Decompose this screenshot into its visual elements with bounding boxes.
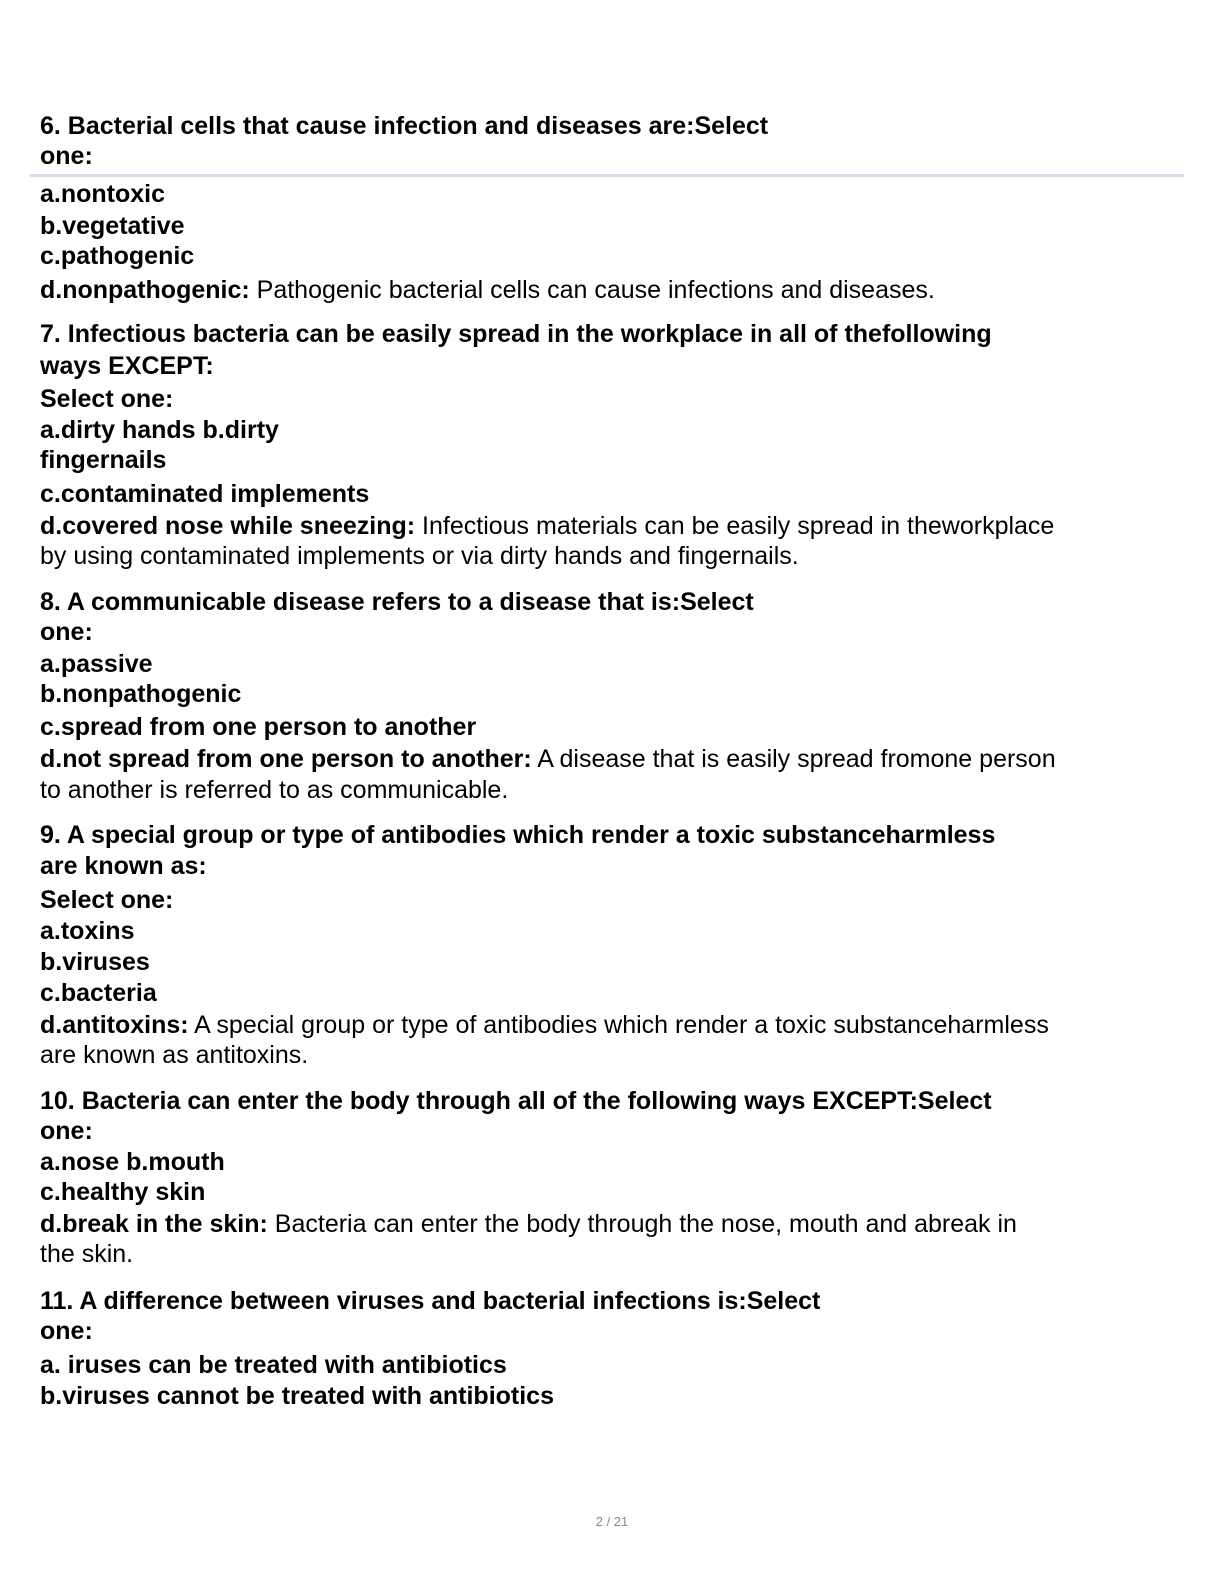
text-line [40,1040,308,1070]
text-line [40,1010,1049,1040]
bold-text: 6. Bacterial cells that cause infection and diseases are:Select [40,112,769,140]
text-line [40,111,768,141]
text-line [40,319,992,349]
answer-explanation: by using contaminated implements or via dirty hands and fingernails. [40,542,799,570]
bold-text: b.nonpathogenic [40,680,242,708]
bold-text: d.antitoxins: [40,1011,189,1039]
divider [30,174,1184,177]
text-line [40,1116,93,1146]
text-line [40,617,93,647]
bold-text: one: [40,1317,93,1345]
bold-text: c.bacteria [40,979,157,1007]
answer-explanation: Pathogenic bacterial cells can cause infections and diseases. [249,276,935,304]
bold-text: 8. A communicable disease refers to a disease that is:Select [40,588,754,616]
text-line [40,744,1056,774]
bold-text: a. iruses can be treated with antibiotics [40,1351,507,1379]
text-line [40,1209,1017,1239]
text-line [40,587,754,617]
answer-explanation: A special group or type of antibodies which render a toxic substanceharmless [188,1011,1049,1039]
text-line [40,775,508,805]
answer-explanation: Bacteria can enter the body through the nose, mouth and abreak in [267,1210,1017,1238]
text-line [40,947,150,977]
answer-explanation: A disease that is easily spread fromone person [531,745,1056,773]
bold-text: one: [40,142,93,170]
text-line [40,1381,554,1411]
text-line [40,1350,507,1380]
text-line [40,141,93,171]
text-line [40,1147,225,1177]
bold-text: a.nontoxic [40,180,166,208]
answer-explanation: are known as antitoxins. [40,1041,309,1069]
bold-text: ways EXCEPT: [40,352,214,380]
text-line [40,851,207,881]
text-line [40,1239,133,1269]
text-line [40,679,241,709]
bold-text: a.nose b.mouth [40,1148,225,1176]
text-line [40,445,166,475]
bold-text: c.healthy skin [40,1178,206,1206]
bold-text: 11. A difference between viruses and bacterial infections is:Select [40,1287,821,1315]
bold-text: d.covered nose while sneezing: [40,512,416,540]
bold-text: one: [40,618,93,646]
bold-text: c.contaminated implements [40,480,370,508]
bold-text: are known as: [40,852,207,880]
bold-text: a.passive [40,650,153,678]
bold-text: d.not spread from one person to another: [40,745,532,773]
text-line [40,541,799,571]
text-line [40,1316,93,1346]
text-line [40,916,134,946]
text-line [40,351,214,381]
bold-text: a.dirty hands b.dirty [40,416,279,444]
bold-text: Select one: [40,886,174,914]
bold-text: fingernails [40,446,167,474]
bold-text: a.toxins [40,917,135,945]
bold-text: 9. A special group or type of antibodies which render a toxic substanceharmless [40,821,996,849]
answer-explanation: Infectious materials can be easily spread in theworkplace [415,512,1055,540]
text-line [40,1086,992,1116]
bold-text: b.viruses [40,948,150,976]
text-line [40,511,1054,541]
text-line [40,649,153,679]
bold-text: c.spread from one person to another [40,713,477,741]
text-line [40,211,185,241]
text-line [40,978,157,1008]
bold-text: b.vegetative [40,212,185,240]
bold-text: d.break in the skin: [40,1210,268,1238]
text-line [40,384,173,414]
text-line [40,479,369,509]
text-line [40,820,995,850]
text-line [40,241,194,271]
bold-text: d.nonpathogenic: [40,276,250,304]
bold-text: Select one: [40,385,174,413]
bold-text: one: [40,1117,93,1145]
text-line [40,1286,820,1316]
answer-explanation: the skin. [40,1240,134,1268]
text-line [40,1177,205,1207]
answer-explanation: to another is referred to as communicable. [40,776,509,804]
text-line [40,712,476,742]
bold-text: 7. Infectious bacteria can be easily spread in the workplace in all of thefollowing [40,320,992,348]
text-line [40,415,279,445]
page-number: 2 / 21 [595,1514,629,1529]
bold-text: 10. Bacteria can enter the body through all of the following ways EXCEPT:Select [40,1087,992,1115]
text-line [40,179,165,209]
text-line [40,885,173,915]
text-line [40,275,935,305]
bold-text: b.viruses cannot be treated with antibiotics [40,1382,554,1410]
bold-text: c.pathogenic [40,242,195,270]
